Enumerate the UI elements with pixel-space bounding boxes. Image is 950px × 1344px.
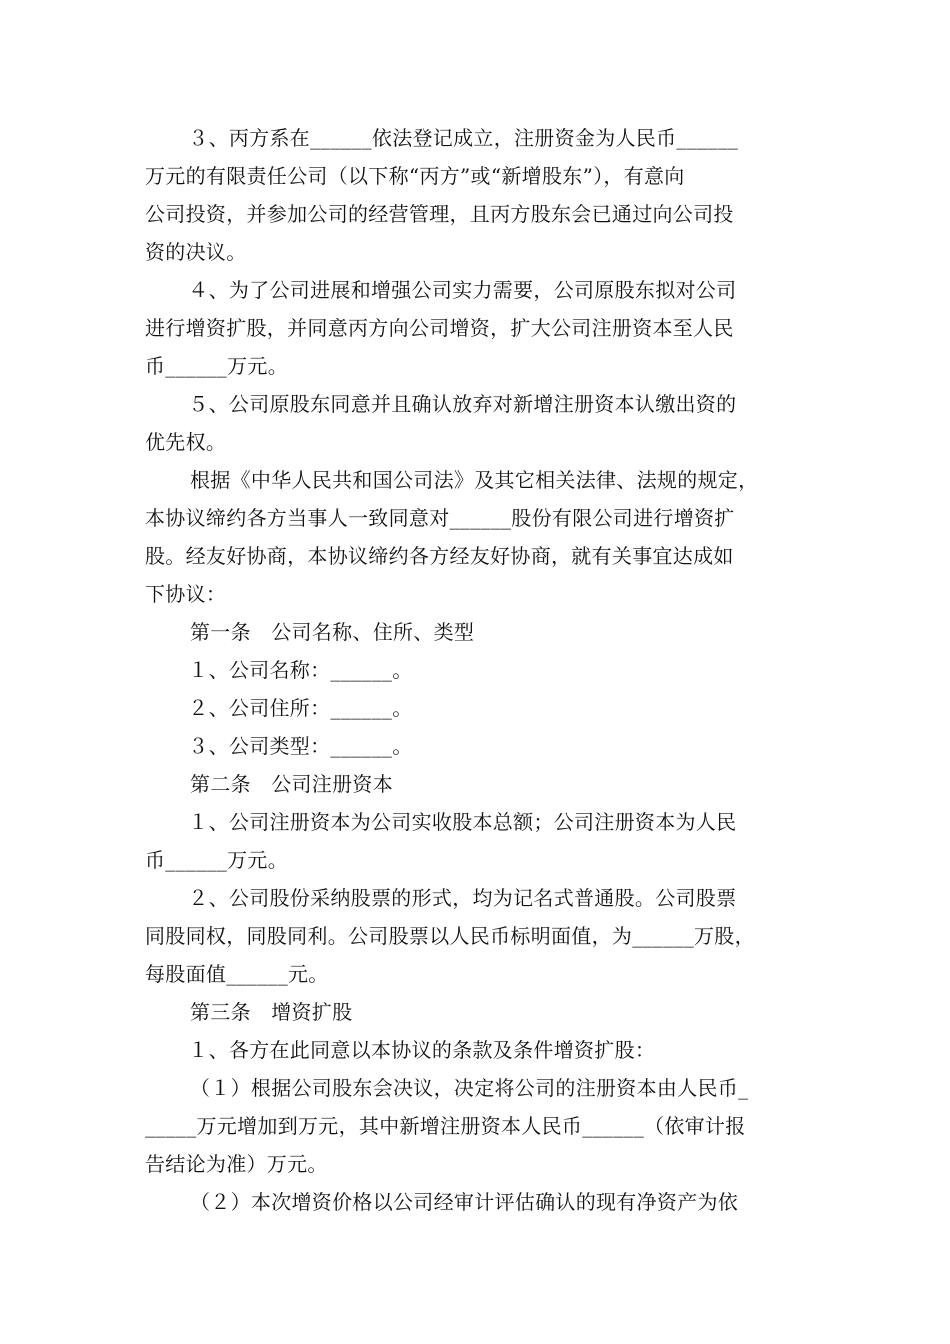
article-1-item-3: ３、公司类型：______。 — [168, 734, 413, 758]
paragraph-4-line-3: 币______万元。 — [145, 354, 288, 378]
preamble-line-3: 股。经友好协商，本协议缔约各方经友好协商，就有关事宜达成如 — [145, 544, 734, 568]
article-3-sub-1-line-2: _____万元增加到万元，其中新增注册资本人民币______（依审计报 — [145, 1114, 746, 1138]
paragraph-4-line-2: 进行增资扩股，并同意丙方向公司增资，扩大公司注册资本至人民 — [145, 316, 734, 340]
paragraph-4-line-1: ４、为了公司进展和增强公司实力需要，公司原股东拟对公司 — [168, 278, 737, 302]
paragraph-3-line-3: 公司投资，并参加公司的经营管理，且丙方股东会已通过向公司投 — [145, 202, 734, 226]
preamble-line-1: 根据《中华人民共和国公司法》及其它相关法律、法规的规定， — [190, 468, 759, 492]
article-2-item-2-line-3: 每股面值______元。 — [145, 962, 329, 986]
paragraph-3-line-2: 万元的有限责任公司（以下称“丙方”或“新增股东”），有意向 — [145, 164, 685, 188]
preamble-line-4: 下协议： — [145, 582, 227, 606]
paragraph-5-line-2: 优先权。 — [145, 430, 227, 454]
article-1-heading: 第一条 公司名称、住所、类型 — [190, 620, 475, 644]
article-1-item-2: ２、公司住所：______。 — [168, 696, 413, 720]
article-3-sub-2-line-1: （２）本次增资价格以公司经审计评估确认的现有净资产为依 — [190, 1190, 739, 1214]
article-1-item-1: １、公司名称：______。 — [168, 658, 413, 682]
article-3-sub-1-line-1: （１）根据公司股东会决议，决定将公司的注册资本由人民币_ — [190, 1076, 749, 1100]
article-2-item-2-line-2: 同股同权，同股同利。公司股票以人民币标明面值，为______万股， — [145, 924, 755, 948]
article-2-item-1-line-2: 币______万元。 — [145, 848, 288, 872]
article-2-item-2-line-1: ２、公司股份采纳股票的形式，均为记名式普通股。公司股票 — [168, 886, 737, 910]
article-3-heading: 第三条 增资扩股 — [190, 1000, 353, 1024]
article-2-item-1-line-1: １、公司注册资本为公司实收股本总额；公司注册资本为人民 — [168, 810, 737, 834]
preamble-line-2: 本协议缔约各方当事人一致同意对______股份有限公司进行增资扩 — [145, 506, 735, 530]
paragraph-3-line-1: ３、丙方系在______依法登记成立，注册资金为人民币______ — [168, 126, 739, 150]
article-3-item-1: １、各方在此同意以本协议的条款及条件增资扩股： — [168, 1038, 656, 1062]
article-2-heading: 第二条 公司注册资本 — [190, 772, 393, 796]
paragraph-5-line-1: ５、公司原股东同意并且确认放弃对新增注册资本认缴出资的 — [168, 392, 737, 416]
article-3-sub-1-line-3: 告结论为准）万元。 — [145, 1152, 328, 1176]
paragraph-3-line-4: 资的决议。 — [145, 240, 247, 264]
